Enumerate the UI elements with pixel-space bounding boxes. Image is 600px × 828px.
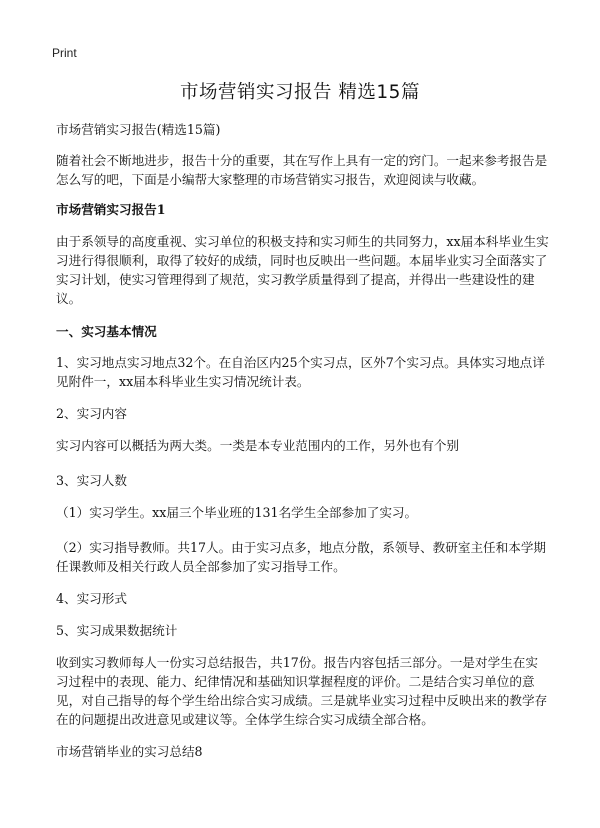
list-item: 3、实习人数 xyxy=(56,473,127,488)
report-paragraph: 由于系领导的高度重视、实习单位的积极支持和实习师生的共同努力，xx届本科毕业生实习进行得很顺利，取得了较好的成绩，同时也反映出一些问题。本届毕业实习全面落实了实习计划，使实习管理得到了规范，实习教学质量得到了提高，并得出一些建设性的建议。 xyxy=(56,234,549,306)
report-heading: 市场营销实习报告1 xyxy=(56,202,166,217)
print-label: Print xyxy=(52,46,77,60)
list-subitem: （2）实习指导教师。共17人。由于实习点多，地点分散，系领导、教研室主任和本学期任课教师及相关行政人员全部参加了实习指导工作。 xyxy=(56,540,547,574)
list-item-body: 实习内容可以概括为两大类。一类是本专业范围内的工作，另外也有个别 xyxy=(56,438,459,453)
section-heading: 一、实习基本情况 xyxy=(56,324,157,339)
list-subitem: （1）实习学生。xx届三个毕业班的131名学生全部参加了实习。 xyxy=(56,505,418,520)
list-item-body: 收到实习教师每人一份实习总结报告，共17份。报告内容包括三部分。一是对学生在实习过程中的表现、能力、纪律情况和基础知识掌握程度的评价。二是结合实习单位的意见，对自己指导的每个学生给出综合实习成绩。三是就毕业实习过程中反映出来的教学存在的问题提出改进意见或建议等。全体学生综合实习成绩全部合格。 xyxy=(56,655,548,727)
intro-paragraph: 随着社会不断地进步，报告十分的重要，其在写作上具有一定的窍门。一起来参考报告是怎么写的吧，下面是小编帮大家整理的市场营销实习报告，欢迎阅读与收藏。 xyxy=(56,153,548,187)
list-item: 1、实习地点实习地点32个。在自治区内25个实习点，区外7个实习点。具体实习地点详见附件一，xx届本科毕业生实习情况统计表。 xyxy=(56,355,545,389)
list-item: 2、实习内容 xyxy=(56,406,127,421)
document-subtitle: 市场营销实习报告(精选15篇) xyxy=(56,122,221,137)
list-item: 4、实习形式 xyxy=(56,591,127,606)
list-item: 5、实习成果数据统计 xyxy=(56,623,178,638)
footer-line: 市场营销毕业的实习总结8 xyxy=(56,744,203,759)
document-body xyxy=(56,120,550,774)
page-title: 市场营销实习报告 精选15篇 xyxy=(180,82,420,103)
